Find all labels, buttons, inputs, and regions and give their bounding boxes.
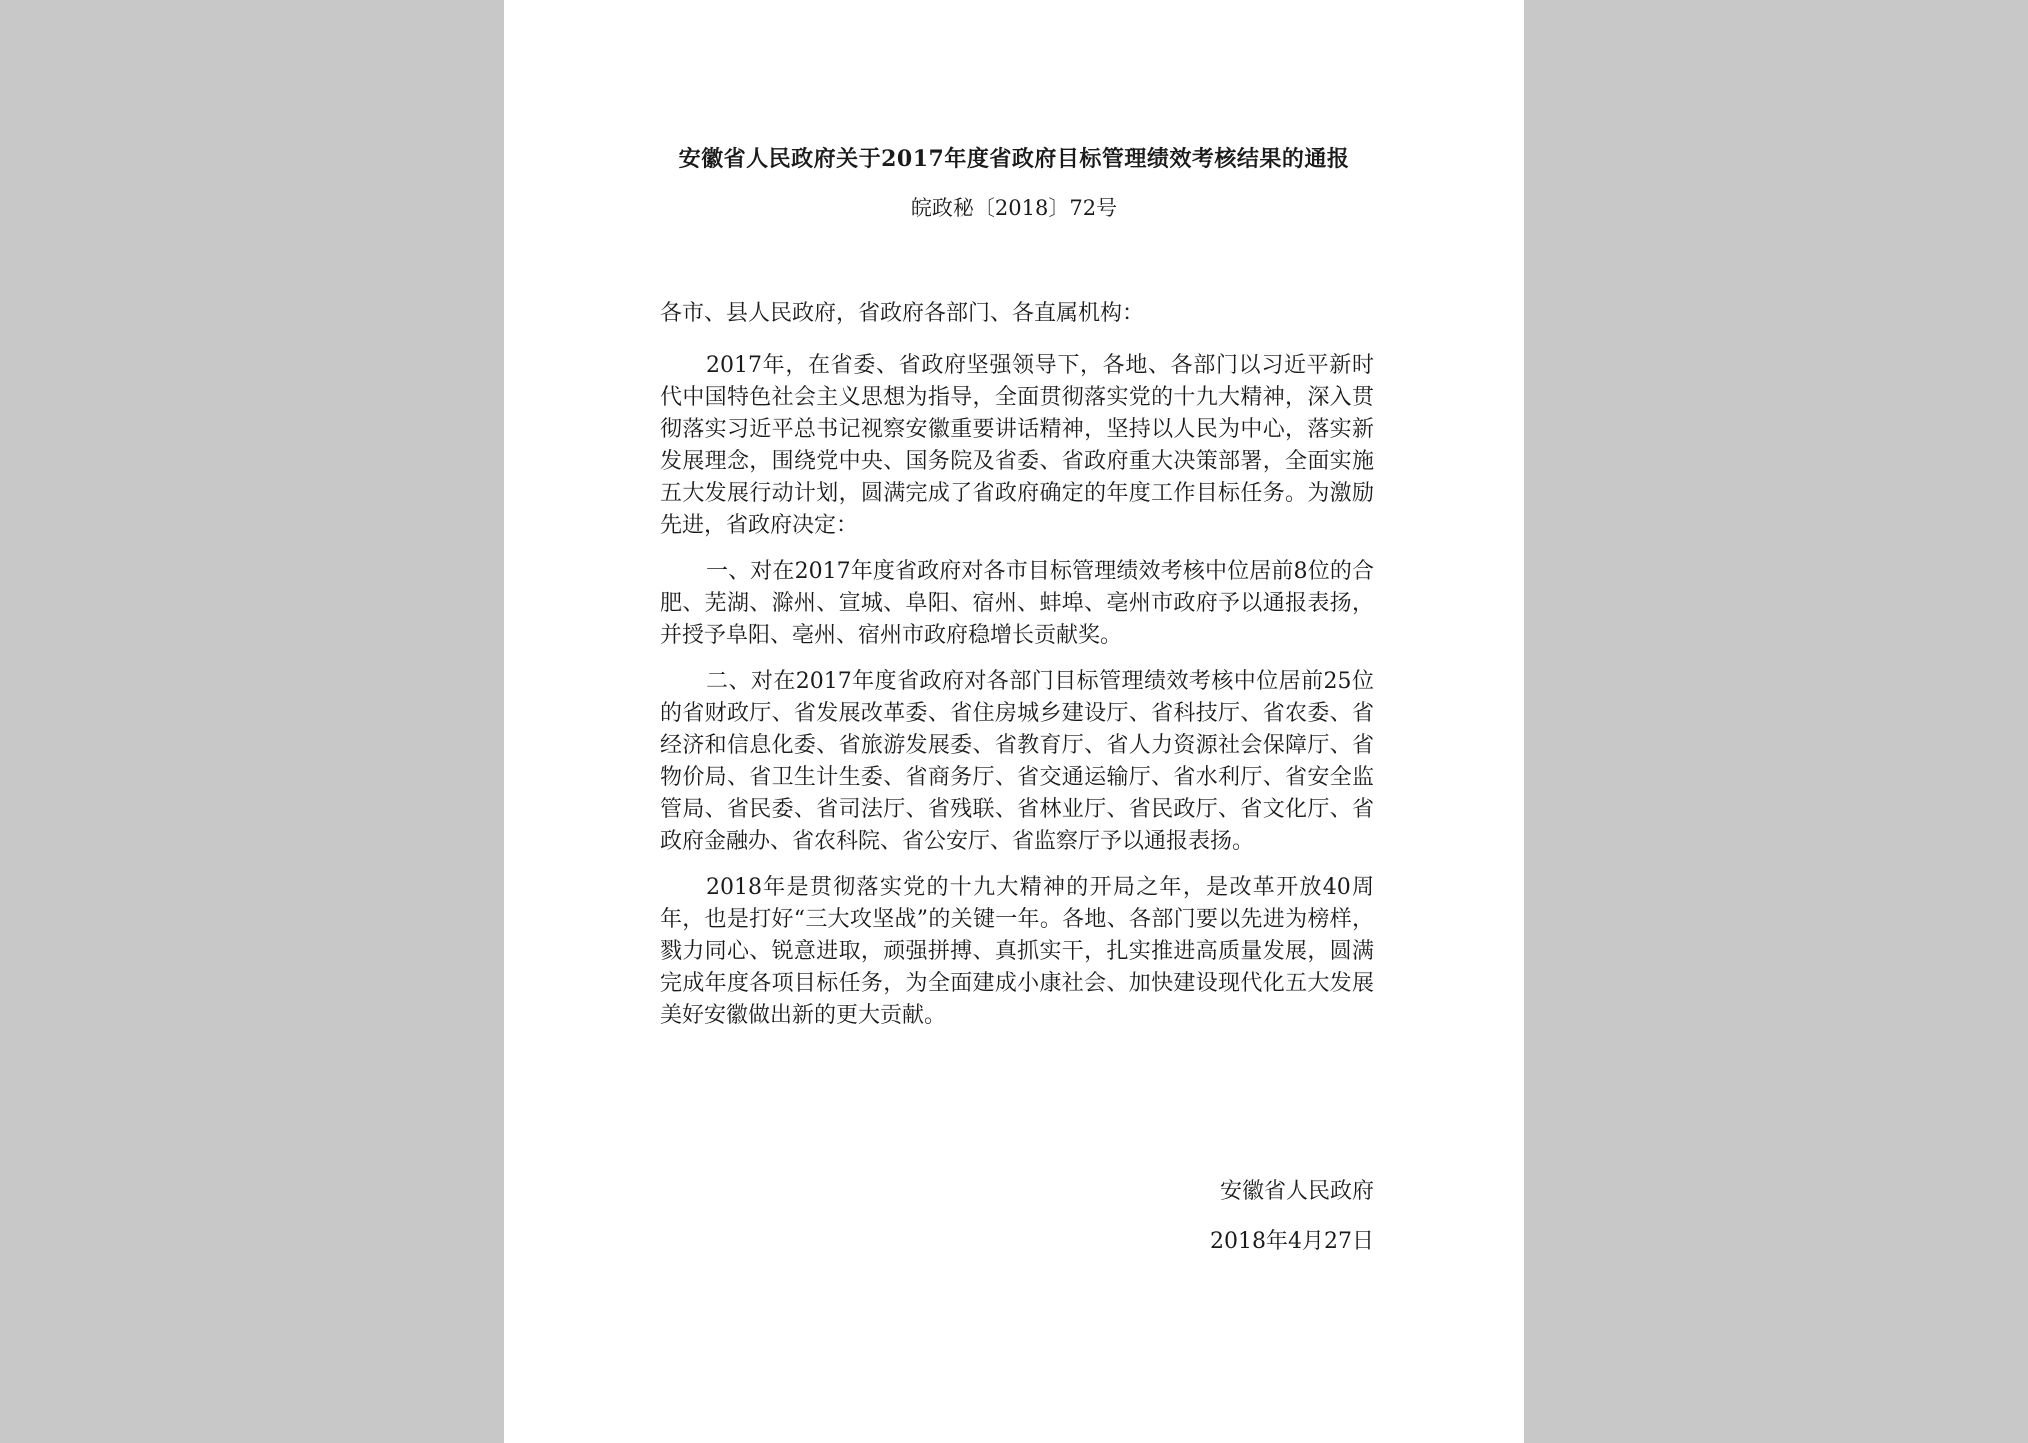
paragraph-closing: 2018年是贯彻落实党的十九大精神的开局之年，是改革开放40周年，也是打好“三大攻坚战”的关键一年。各地、各部门要以先进为榜样，戮力同心、锐意进取，顽强拼搏、真抓实干，扎实推进高质量发展，圆满完成年度各项目标任务，为全面建成小康社会、加快建设现代化五大发展美好安徽做出新的更大贡献。 xyxy=(660,875,1374,1028)
document-body xyxy=(660,298,1374,1046)
document-number: 皖政秘〔2018〕72号 xyxy=(910,196,1118,220)
salutation: 各市、县人民政府，省政府各部门、各直属机构： xyxy=(660,301,1145,326)
issuer-name: 安徽省人民政府 xyxy=(1219,1179,1374,1204)
paragraph-intro: 2017年，在省委、省政府坚强领导下，各地、各部门以习近平新时代中国特色社会主义思想为指导，全面贯彻落实党的十九大精神，深入贯彻落实习近平总书记视察安徽重要讲话精神，坚持以人民为中心，落实新发展理念，围绕党中央、国务院及省委、省政府重大决策部署，全面实施五大发展行动计划，圆满完成了省政府确定的年度工作目标任务。为激励先进，省政府决定： xyxy=(660,353,1374,538)
document-title: 安徽省人民政府关于2017年度省政府目标管理绩效考核结果的通报 xyxy=(678,146,1350,172)
signature-block xyxy=(1210,1176,1374,1258)
document-page xyxy=(504,0,1524,1443)
issue-date: 2018年4月27日 xyxy=(1210,1229,1374,1254)
paragraph-item-two: 二、对在2017年度省政府对各部门目标管理绩效考核中位居前25位的省财政厅、省发展改革委、省住房城乡建设厅、省科技厅、省农委、省经济和信息化委、省旅游发展委、省教育厅、省人力资源社会保障厅、省物价局、省卫生计生委、省商务厅、省交通运输厅、省水利厅、省安全监管局、省民委、省司法厅、省残联、省林业厅、省民政厅、省文化厅、省政府金融办、省农科院、省公安厅、省监察厅予以通报表扬。 xyxy=(660,669,1375,854)
paragraph-item-one: 一、对在2017年度省政府对各市目标管理绩效考核中位居前8位的合肥、芜湖、滁州、宣城、阜阳、宿州、蚌埠、亳州市政府予以通报表扬，并授予阜阳、亳州、宿州市政府稳增长贡献奖。 xyxy=(660,559,1374,648)
